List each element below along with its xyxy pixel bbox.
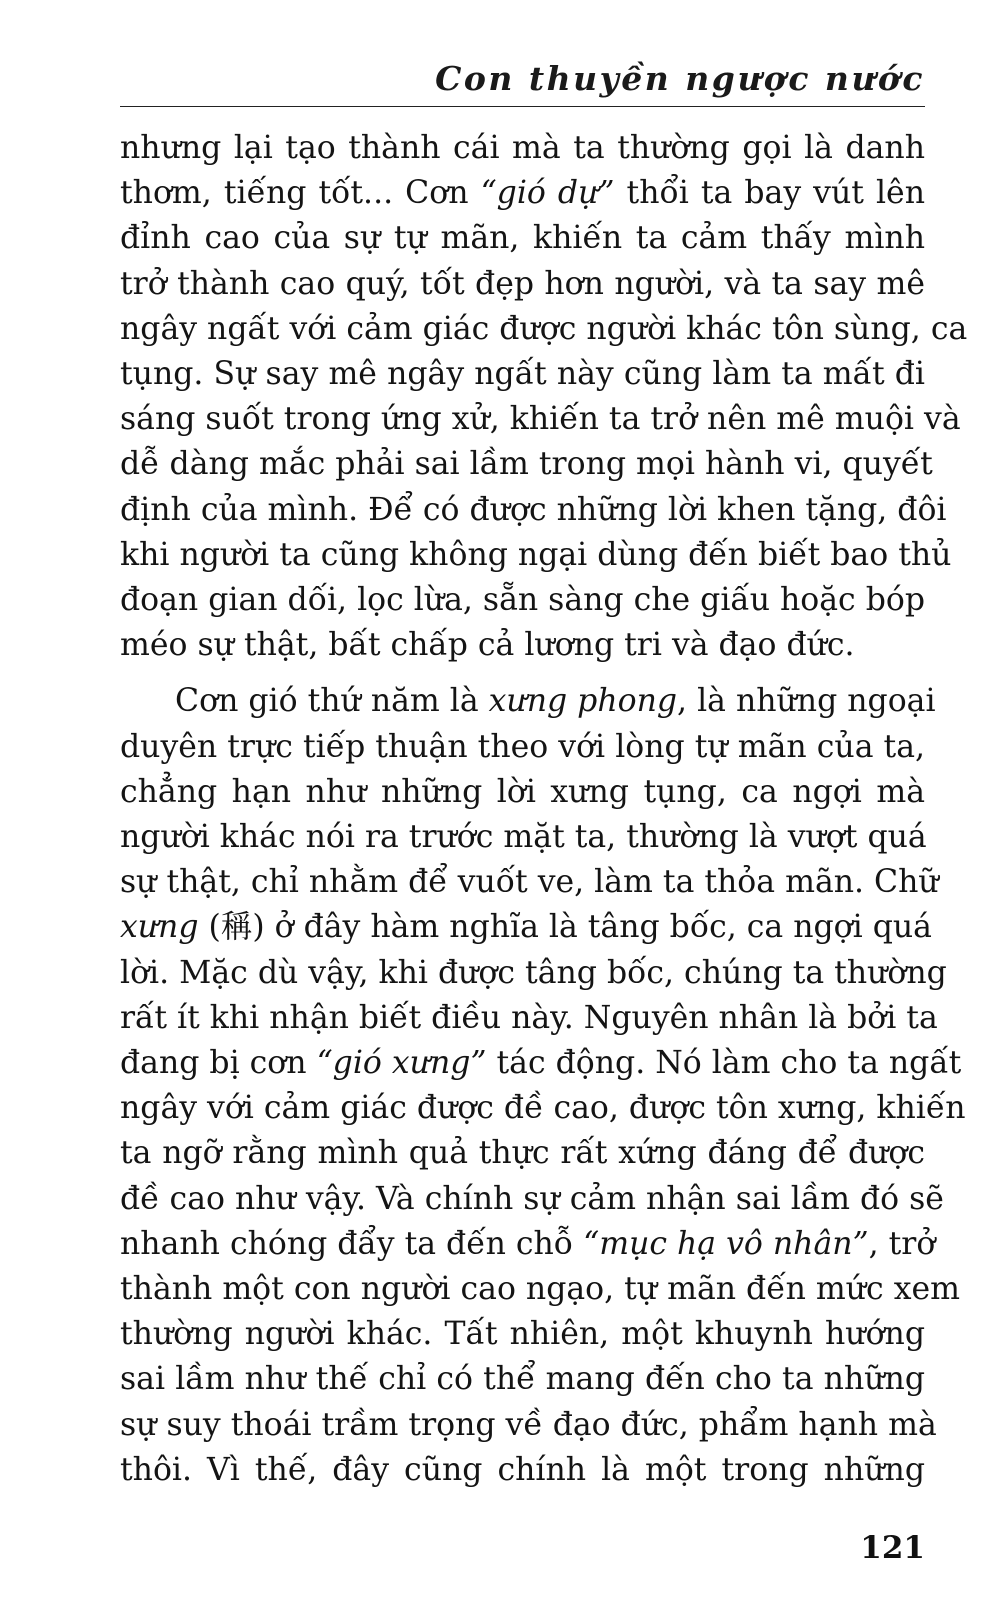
- text-run: đỉnh cao của sự tự mãn, khiến ta cảm thấy mình: [120, 220, 925, 257]
- text-run: lời. Mặc dù vậy, khi được tâng bốc, chúng ta thường: [120, 954, 947, 991]
- text-run: thôi. Vì thế, đây cũng chính là một trong những: [120, 1451, 925, 1488]
- text-line: [120, 1222, 936, 1267]
- italic-term: “gió dự”: [480, 175, 615, 212]
- text-run: , là những ngoại: [677, 683, 936, 720]
- text-line: [120, 1131, 925, 1176]
- text-run: sai lầm như thế chỉ có thể mang đến cho ta những: [120, 1361, 925, 1398]
- text-line: [120, 307, 968, 352]
- text-run: trở thành cao quý, tốt đẹp hơn người, và ta say mê: [120, 265, 925, 302]
- running-title: Con thuyền ngược nước: [435, 59, 925, 98]
- text-line: [120, 770, 925, 815]
- paragraph-2: [120, 679, 966, 1493]
- text-line: [120, 352, 925, 397]
- body-text: [120, 126, 968, 1493]
- text-line: [120, 905, 932, 950]
- text-run: nhưng lại tạo thành cái mà ta thường gọi là danh: [120, 130, 925, 166]
- text-line: [120, 951, 947, 996]
- text-run: thành một con người cao ngạo, tự mãn đến mức xem: [120, 1271, 960, 1308]
- text-line: [120, 126, 925, 171]
- text-line: [120, 815, 925, 860]
- text-run: thường người khác. Tất nhiên, một khuynh hướng: [120, 1316, 925, 1353]
- page-number: 121: [860, 1530, 925, 1566]
- text-line: [120, 679, 936, 724]
- text-run: sáng suốt trong ứng xử, khiến ta trở nên mê muội và: [120, 401, 961, 438]
- text-run: định của mình. Để có được những lời khen tặng, đôi: [120, 491, 947, 528]
- text-run: (稱) ở đây hàm nghĩa là tâng bốc, ca ngợi quá: [198, 909, 932, 946]
- text-line: [120, 996, 938, 1041]
- text-line: [120, 1267, 960, 1312]
- text-run: méo sự thật, bất chấp cả lương tri và đạo đức.: [120, 627, 855, 664]
- text-run: nhanh chóng đẩy ta đến chỗ: [120, 1225, 584, 1262]
- italic-term: xưng phong: [488, 683, 678, 720]
- text-line: [120, 623, 925, 668]
- text-run: đề cao như vậy. Và chính sự cảm nhận sai lầm đó sẽ: [120, 1180, 944, 1217]
- text-run: rất ít khi nhận biết điều này. Nguyên nhân là bởi ta: [120, 999, 938, 1036]
- text-run: chẳng hạn như những lời xưng tụng, ca ngợi mà: [120, 773, 925, 810]
- text-run: Cơn gió thứ năm là: [175, 683, 489, 720]
- text-line: [120, 1403, 937, 1448]
- text-run: ta ngỡ rằng mình quả thực rất xứng đáng để được: [120, 1135, 925, 1172]
- text-run: duyên trực tiếp thuận theo với lòng tự mãn của ta,: [120, 728, 925, 765]
- italic-term: “gió xưng”: [316, 1045, 487, 1082]
- italic-term: xưng: [120, 909, 199, 946]
- text-run: thơm, tiếng tốt... Cơn: [120, 175, 481, 212]
- text-line: [120, 442, 933, 487]
- text-run: ngây với cảm giác được đề cao, được tôn xưng, khiến: [120, 1090, 966, 1127]
- text-run: đoạn gian dối, lọc lừa, sẵn sàng che giấu hoặc bóp: [120, 582, 925, 619]
- text-run: dễ dàng mắc phải sai lầm trong mọi hành vi, quyết: [120, 446, 933, 483]
- running-header: [120, 52, 925, 107]
- text-line: [120, 1448, 925, 1493]
- text-run: sự suy thoái trầm trọng về đạo đức, phẩm hạnh mà: [120, 1406, 937, 1443]
- text-line: [120, 488, 947, 533]
- text-line: [120, 1357, 925, 1402]
- text-line: [120, 1086, 966, 1131]
- text-line: [120, 1312, 925, 1357]
- text-run: sự thật, chỉ nhằm để vuốt ve, làm ta thỏa mãn. Chữ: [120, 864, 939, 901]
- text-line: [120, 262, 925, 307]
- text-line: [120, 397, 961, 442]
- text-run: tác động. Nó làm cho ta ngất: [486, 1045, 962, 1082]
- text-line: [120, 860, 939, 905]
- text-line: [120, 725, 925, 770]
- text-line: [120, 171, 925, 216]
- text-run: tụng. Sự say mê ngây ngất này cũng làm ta mất đi: [120, 356, 925, 393]
- text-run: đang bị cơn: [120, 1045, 317, 1082]
- text-line: [120, 216, 925, 261]
- text-run: , trở: [868, 1225, 936, 1262]
- text-line: [120, 533, 952, 578]
- text-line: [120, 1177, 944, 1222]
- text-run: khi người ta cũng không ngại dùng đến biết bao thủ: [120, 536, 952, 573]
- text-line: [120, 1041, 962, 1086]
- text-run: ngây ngất với cảm giác được người khác tôn sùng, ca: [120, 310, 968, 347]
- text-run: người khác nói ra trước mặt ta, thường là vượt quá: [120, 819, 927, 856]
- paragraph-1: [120, 126, 968, 668]
- text-line: [120, 578, 925, 623]
- text-run: thổi ta bay vút lên: [614, 175, 925, 212]
- italic-term: “mục hạ vô nhân”: [583, 1225, 869, 1262]
